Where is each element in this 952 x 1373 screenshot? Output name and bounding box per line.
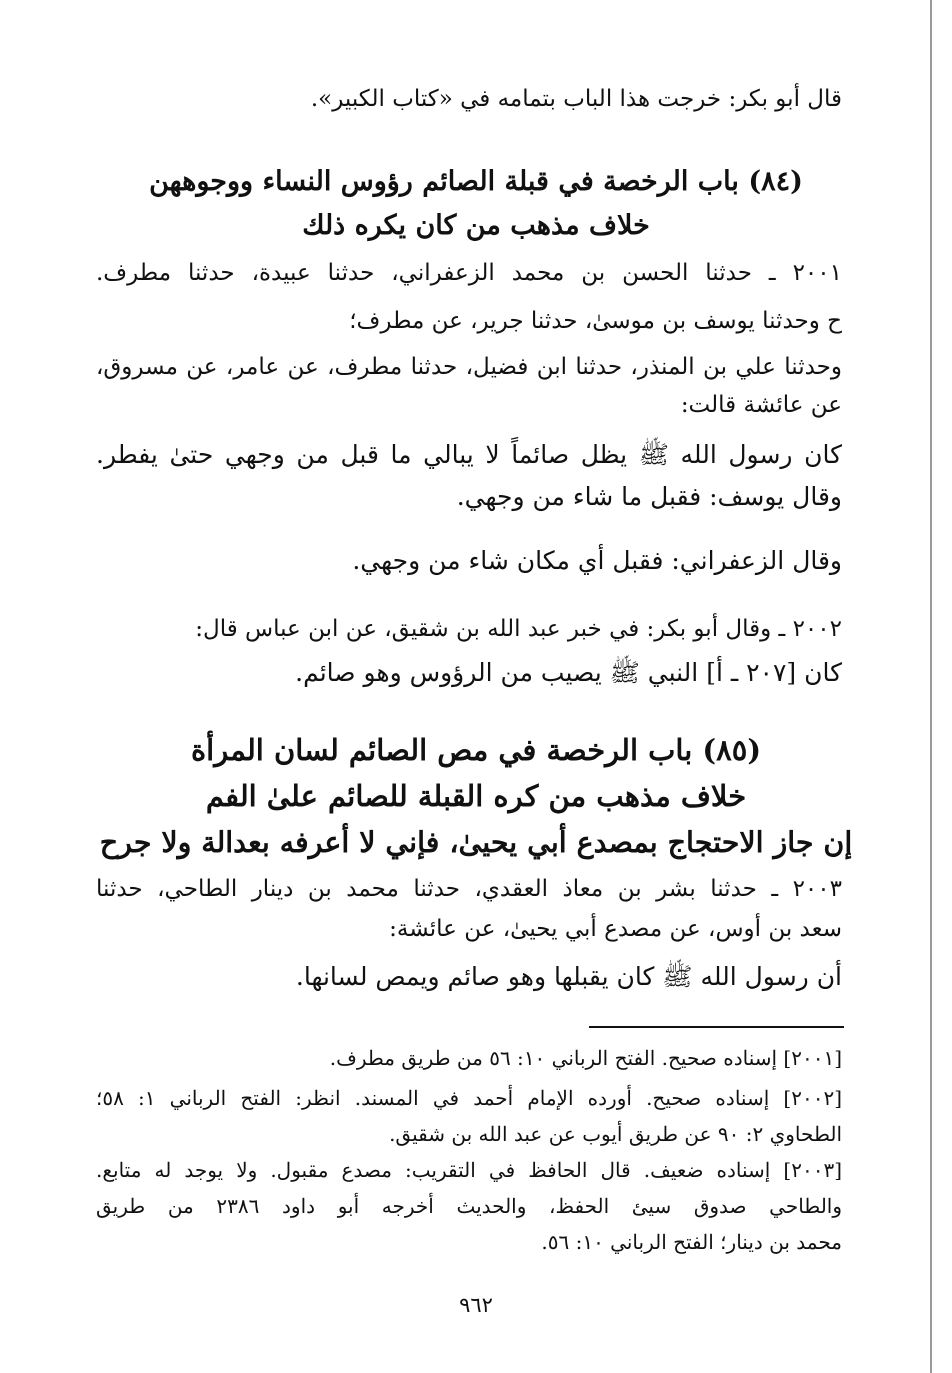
hadith-2001-matn-2: وقال يوسف: فقبل ما شاء من وجهي. — [456, 482, 842, 511]
footnote-2003-line-3: محمد بن دينار؛ الفتح الرباني ١٠: ٥٦. — [541, 1230, 842, 1254]
intro-text: قال أبو بكر: خرجت هذا الباب بتمامه في «كتاب الكبير». — [310, 86, 842, 112]
footnote-2002-line-2: الطحاوي ٢: ٩٠ عن طريق أيوب عن عبد الله بن شقيق. — [389, 1122, 842, 1146]
chapter-84-title: (٨٤) باب الرخصة في قبلة الصائم رؤوس النساء ووجوههن — [149, 166, 803, 197]
hadith-2001-line-2: ح وحدثنا يوسف بن موسىٰ، حدثنا جرير، عن مطرف؛ — [349, 308, 842, 334]
footnote-2003-line-1: [٢٠٠٣] إسناده ضعيف. قال الحافظ في التقريب: مصدع مقبول. ولا يوجد له متابع. — [96, 1158, 842, 1182]
hadith-2003-matn: أن رسول الله ﷺ كان يقبلها وهو صائم ويمص لسانها. — [295, 962, 842, 991]
hadith-2002-line-1: ٢٠٠٢ ـ وقال أبو بكر: في خبر عبد الله بن شقيق، عن ابن عباس قال: — [195, 616, 842, 642]
footnote-2001: [٢٠٠١] إسناده صحيح. الفتح الرباني ١٠: ٥٦ من طريق مطرف. — [329, 1046, 842, 1070]
page-number: ٩٦٢ — [459, 1293, 493, 1317]
hadith-2001-matn-3: وقال الزعفراني: فقبل أي مكان شاء من وجهي. — [352, 546, 842, 575]
hadith-2003-line-2: سعد بن أوس، عن مصدع أبي يحيىٰ، عن عائشة: — [389, 916, 842, 942]
chapter-85-subtitle-2: إن جاز الاحتجاج بمصدع أبي يحيىٰ، فإني لا أعرفه بعدالة ولا جرح — [99, 825, 853, 859]
scan-edge-line — [930, 0, 932, 1373]
hadith-2001-matn-1: كان رسول الله ﷺ يظل صائماً لا يبالي ما قبل من وجهي حتىٰ يفطر. — [96, 440, 842, 469]
hadith-2001-line-4: عن عائشة قالت: — [680, 392, 842, 418]
chapter-84-subtitle: خلاف مذهب من كان يكره ذلك — [302, 210, 650, 241]
hadith-2002-matn: كان [٢٠٧ ـ أ] النبي ﷺ يصيب من الرؤوس وهو صائم. — [295, 658, 842, 687]
chapter-85-title: (٨٥) باب الرخصة في مص الصائم لسان المرأة — [190, 733, 762, 767]
chapter-85-subtitle: خلاف مذهب من كره القبلة للصائم علىٰ الفم — [205, 779, 747, 813]
footnote-2003-line-2: والطاحي صدوق سيئ الحفظ، والحديث أخرجه أبو داود ٢٣٨٦ من طريق — [96, 1194, 842, 1218]
hadith-2003-line-1: ٢٠٠٣ ـ حدثنا بشر بن معاذ العقدي، حدثنا محمد بن دينار الطاحي، حدثنا — [96, 876, 842, 902]
hadith-2001-line-1: ٢٠٠١ ـ حدثنا الحسن بن محمد الزعفراني، حدثنا عبيدة، حدثنا مطرف. — [96, 260, 842, 286]
hadith-2001-line-3: وحدثنا علي بن المنذر، حدثنا ابن فضيل، حدثنا مطرف، عن عامر، عن مسروق، — [96, 354, 842, 380]
footnote-separator — [589, 1026, 844, 1028]
footnote-2002-line-1: [٢٠٠٢] إسناده صحيح. أورده الإمام أحمد في المسند. انظر: الفتح الرباني ١: ٥٨؛ — [96, 1086, 842, 1110]
